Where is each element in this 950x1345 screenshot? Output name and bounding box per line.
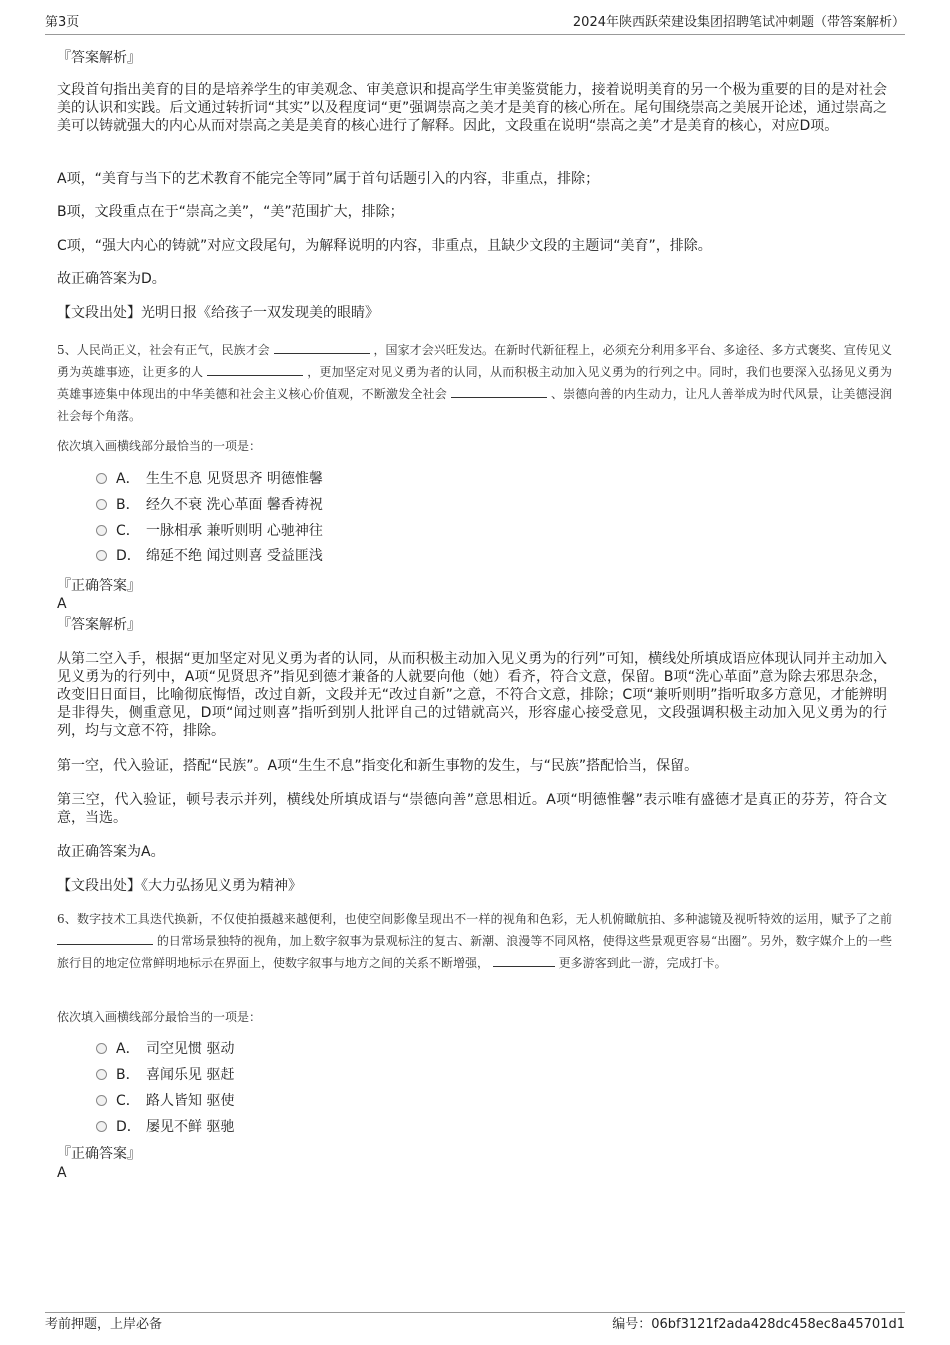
page-number: 第3页 <box>45 15 80 30</box>
analysis-paragraph: B项，文段重点在于“崇高之美”，“美”范围扩大，排除； <box>57 204 404 220</box>
analysis-paragraph: 第三空，代入验证，顿号表示并列，横线处所填成语与“崇德向善”意思相近。A项“明德惟馨”表示唯有盛德才是真正的芬芳，符合文意，当选。 <box>57 792 887 826</box>
fill-blank <box>451 385 547 398</box>
question-5-text: 5、人民尚正义，社会有正气，民族才会 ，国家才会兴旺发达。在新时代新征程上，必须充分利用多平台、多途径、多方式褒奖、宣传见义勇为英雄事迹，让更多的人 ，更加坚定对见义勇为者的认同，从而积极主动加入见义勇为的行列之中。同时，我们也要深入弘扬见义勇为英雄事迹集中体现出的中华美德和社会主义核心价值观，不断激发全社会 、崇德向善的内生动力，让凡人善举成为时代风景，让美德浸润社会每个角落。 <box>57 343 892 423</box>
analysis-paragraph: C项，“强大内心的铸就”对应文段尾句，为解释说明的内容，非重点，且缺少文段的主题词“美育”，排除。 <box>57 238 712 254</box>
page-footer <box>45 1312 905 1341</box>
radio-icon[interactable] <box>96 525 107 536</box>
analysis-label: 『答案解析』 <box>57 50 141 66</box>
option-d[interactable]: D． 绵延不绝 闻过则喜 受益匪浅 <box>96 546 323 566</box>
answer-conclusion: 故正确答案为A。 <box>57 844 165 860</box>
option-c[interactable]: C． 路人皆知 驱使 <box>96 1091 234 1111</box>
option-c[interactable]: C． 一脉相承 兼听则明 心驰神往 <box>96 521 323 541</box>
correct-answer: A <box>57 1165 67 1181</box>
radio-icon[interactable] <box>96 473 107 484</box>
question-prompt: 依次填入画横线部分最恰当的一项是： <box>57 439 262 453</box>
page-header <box>45 14 905 35</box>
question-6-text: 6、数字技术工具迭代换新，不仅使拍摄越来越便利，也使空间影像呈现出不一样的视角和色彩，无人机俯瞰航拍、多种滤镜及视听特效的运用，赋予了之前 的日常场景独特的视角，加上数字叙事为景观标注的复古、新潮、浪漫等不同风格，使得这些景观更容易“出圈”。另外，数字媒介上的一些旅行目的地定位常鲜明地标示在界面上，使数字叙事与地方之间的关系不断增强， 更多游客到此一游，完成打卡。 <box>57 912 892 970</box>
analysis-paragraph: 第一空，代入验证，搭配“民族”。A项“生生不息”指变化和新生事物的发生，与“民族”搭配恰当，保留。 <box>57 758 699 774</box>
correct-answer-label: 『正确答案』 <box>57 578 141 594</box>
fill-blank <box>493 954 555 967</box>
radio-icon[interactable] <box>96 1121 107 1132</box>
correct-answer-label: 『正确答案』 <box>57 1146 141 1162</box>
fill-blank <box>207 363 303 376</box>
option-b[interactable]: B． 喜闻乐见 驱赶 <box>96 1065 234 1085</box>
option-d[interactable]: D． 屡见不鲜 驱驰 <box>96 1117 234 1137</box>
answer-conclusion: 故正确答案为D。 <box>57 271 166 287</box>
analysis-paragraph: 文段首句指出美育的目的是培养学生的审美观念、审美意识和提高学生审美鉴赏能力，接着说明美育的另一个极为重要的目的是对社会美的认识和实践。后文通过转折词“其实”以及程度词“更”强调崇高之美才是美育的核心所在。尾句围绕崇高之美展开论述，通过崇高之美可以铸就强大的内心从而对崇高之美是美育的核心进行了解释。因此，文段重在说明“崇高之美”才是美育的核心，对应D项。 <box>57 82 887 134</box>
radio-icon[interactable] <box>96 1069 107 1080</box>
radio-icon[interactable] <box>96 1043 107 1054</box>
fill-blank <box>57 932 153 945</box>
radio-icon[interactable] <box>96 550 107 561</box>
option-a[interactable]: A． 司空见惯 驱动 <box>96 1039 234 1059</box>
footer-slogan: 考前押题，上岸必备 <box>45 1317 163 1332</box>
correct-answer: A <box>57 596 67 612</box>
question-prompt: 依次填入画横线部分最恰当的一项是： <box>57 1010 262 1024</box>
fill-blank <box>274 341 370 354</box>
analysis-label: 『答案解析』 <box>57 617 141 633</box>
option-b[interactable]: B． 经久不衰 洗心革面 馨香祷祝 <box>96 495 323 515</box>
analysis-paragraph: 从第二空入手，根据“更加坚定对见义勇为者的认同，从而积极主动加入见义勇为的行列”可知，横线处所填成语应体现认同并主动加入见义勇为的行列中，A项“见贤思齐”指见到德才兼备的人就要向他（她）看齐，符合文意，保留。B项“洗心革面”意为除去邪思杂念，改变旧日面目，比喻彻底悔悟，改过自新，文段并无“改过自新”之意，不符合文意，排除；C项“兼听则明”指听取多方意见，才能辨明是非得失，侧重意见，D项“闻过则喜”指听到别人批评自己的过错就高兴，形容虚心接受意见，文段强调积极主动加入见义勇为的行列，均与文意不符，排除。 <box>57 651 887 739</box>
analysis-paragraph: A项，“美育与当下的艺术教育不能完全等同”属于首句话题引入的内容，非重点，排除； <box>57 171 600 187</box>
document-title: 2024年陕西跃荣建设集团招聘笔试冲刺题（带答案解析） <box>572 15 905 30</box>
source-citation: 【文段出处】光明日报《给孩子一双发现美的眼睛》 <box>57 305 379 321</box>
radio-icon[interactable] <box>96 1095 107 1106</box>
radio-icon[interactable] <box>96 499 107 510</box>
document-id: 编号：06bf3121f2ada428dc458ec8a45701d1 <box>612 1317 905 1332</box>
option-a[interactable]: A． 生生不息 见贤思齐 明德惟馨 <box>96 469 323 489</box>
source-citation: 【文段出处】《大力弘扬见义勇为精神》 <box>57 878 302 894</box>
